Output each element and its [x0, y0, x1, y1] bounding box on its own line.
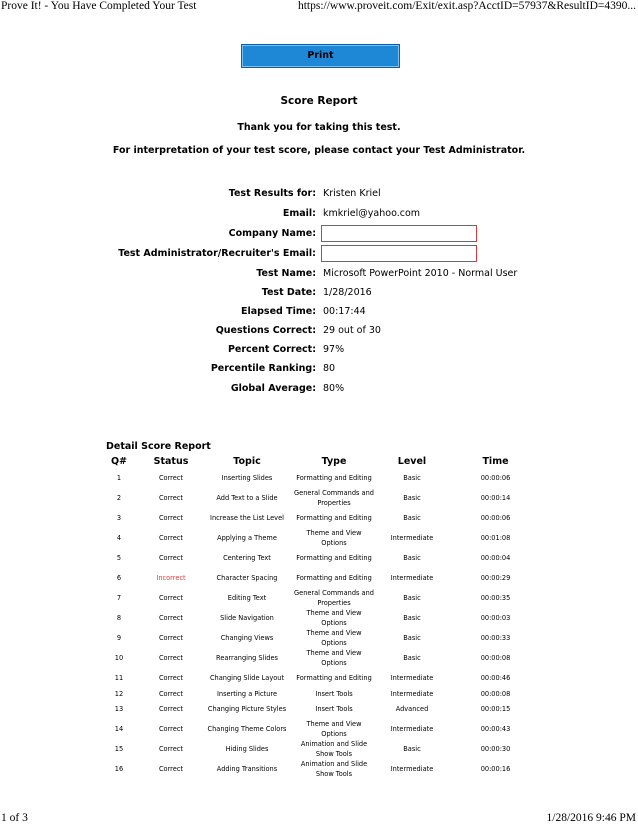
cell-level: Basic	[403, 654, 421, 662]
cell-question-number: 12	[114, 689, 124, 698]
test-name-value: Microsoft PowerPoint 2010 - Normal User	[323, 268, 518, 279]
cell-topic: Add Text to a Slide	[216, 494, 278, 502]
cell-status: Correct	[158, 674, 184, 682]
cell-level: Basic	[403, 745, 421, 753]
table-row	[96, 488, 541, 508]
administrator-email-label: Test Administrator/Recruiter's Email:	[118, 248, 316, 259]
cell-topic: Changing Views	[220, 634, 274, 642]
table-row	[96, 548, 541, 568]
cell-time: 00:00:06	[480, 474, 511, 482]
cell-time: 00:00:08	[480, 654, 511, 662]
percentile-ranking-value: 80	[323, 363, 336, 374]
cell-status: Incorrect	[156, 574, 186, 582]
cell-status: Correct	[158, 514, 184, 522]
cell-type: Formatting and Editing	[296, 514, 372, 522]
elapsed-time-value: 00:17:44	[323, 306, 366, 317]
cell-type: General Commands and Properties	[294, 489, 374, 507]
cell-topic: Slide Navigation	[220, 614, 274, 622]
column-header-time: Time	[482, 455, 509, 467]
result-row-administrator-email	[0, 248, 638, 266]
cell-status: Correct	[158, 689, 184, 698]
cell-question-number: 7	[116, 594, 122, 602]
cell-time: 00:00:33	[480, 634, 511, 642]
administrator-email-field	[321, 245, 477, 262]
cell-time: 00:00:06	[480, 514, 511, 522]
cell-topic: Changing Slide Layout	[209, 674, 285, 682]
result-row-percent-correct	[0, 344, 638, 362]
cell-topic: Editing Text	[227, 594, 267, 602]
cell-status: Correct	[158, 634, 184, 642]
cell-question-number: 6	[116, 574, 122, 582]
cell-question-number: 2	[116, 494, 122, 502]
table-row	[96, 739, 541, 759]
elapsed-time-label: Elapsed Time:	[240, 306, 316, 317]
cell-question-number: 3	[116, 514, 122, 522]
percentile-ranking-label: Percentile Ranking:	[210, 363, 316, 374]
page-number: 1 of 3	[1, 812, 28, 824]
cell-level: Intermediate	[390, 725, 434, 733]
test-results-for-label: Test Results for:	[228, 188, 316, 199]
cell-status: Correct	[158, 765, 184, 773]
percent-correct-value: 97%	[323, 344, 345, 355]
print-datetime: 1/28/2016 9:46 PM	[546, 812, 636, 824]
result-row-elapsed-time	[0, 306, 638, 324]
cell-type: Formatting and Editing	[296, 554, 372, 562]
cell-topic: Inserting Slides	[221, 474, 273, 482]
cell-question-number: 5	[116, 554, 122, 562]
result-row-test-results-for	[0, 188, 638, 206]
table-row	[96, 468, 541, 488]
cell-question-number: 13	[114, 705, 124, 713]
cell-type: Insert Tools	[315, 705, 353, 713]
table-row	[96, 719, 541, 739]
cell-type: Theme and View Options	[306, 629, 362, 647]
cell-type: Theme and View Options	[306, 529, 362, 547]
cell-level: Intermediate	[390, 765, 434, 773]
cell-level: Basic	[403, 634, 421, 642]
test-date-label: Test Date:	[261, 287, 316, 298]
cell-status: Correct	[158, 474, 184, 482]
cell-level: Basic	[403, 594, 421, 602]
table-row	[96, 648, 541, 668]
table-row	[96, 759, 541, 779]
cell-question-number: 11	[114, 674, 124, 682]
print-button[interactable]: Print	[241, 44, 400, 68]
cell-question-number: 8	[116, 614, 122, 622]
result-row-test-name	[0, 268, 638, 286]
cell-status: Correct	[158, 494, 184, 502]
cell-status: Correct	[158, 705, 184, 713]
cell-topic: Rearranging Slides	[216, 654, 278, 662]
result-row-email	[0, 208, 638, 226]
cell-time: 00:00:15	[480, 705, 511, 713]
interpretation-note: For interpretation of your test score, please contact your Test Administrator.	[112, 145, 526, 156]
table-row	[96, 588, 541, 608]
cell-level: Basic	[403, 554, 421, 562]
questions-correct-label: Questions Correct:	[215, 325, 316, 336]
cell-status: Correct	[158, 614, 184, 622]
result-row-percentile-ranking	[0, 363, 638, 381]
cell-time: 00:00:16	[480, 765, 511, 773]
percent-correct-label: Percent Correct:	[227, 344, 316, 355]
cell-time: 00:00:03	[480, 614, 511, 622]
cell-type: Formatting and Editing	[296, 574, 372, 582]
cell-level: Intermediate	[390, 574, 434, 582]
table-row	[96, 608, 541, 628]
result-row-global-average	[0, 383, 638, 401]
cell-level: Basic	[403, 494, 421, 502]
cell-topic: Changing Theme Colors	[207, 725, 287, 733]
cell-status: Correct	[158, 534, 184, 542]
report-title: Score Report	[280, 95, 358, 107]
page-url: https://www.proveit.com/Exit/exit.asp?AcctID=57937&ResultID=4390...	[297, 0, 636, 12]
test-name-label: Test Name:	[256, 268, 316, 279]
cell-type: Theme and View Options	[306, 649, 362, 667]
cell-type: Theme and View Options	[306, 609, 362, 627]
cell-type: Insert Tools	[315, 689, 353, 698]
column-header-status: Status	[153, 455, 189, 467]
table-row	[96, 668, 541, 688]
cell-type: Animation and Slide Show Tools	[300, 740, 368, 758]
table-row	[96, 699, 541, 719]
column-header-topic: Topic	[233, 455, 261, 467]
cell-type: General Commands and Properties	[294, 589, 374, 607]
cell-question-number: 1	[116, 474, 122, 482]
cell-time: 00:00:08	[480, 689, 511, 698]
thank-you-message: Thank you for taking this test.	[237, 122, 401, 133]
cell-status: Correct	[158, 594, 184, 602]
table-header-row	[96, 454, 541, 468]
cell-time: 00:00:46	[480, 674, 511, 682]
cell-topic: Applying a Theme	[217, 534, 277, 542]
cell-status: Correct	[158, 554, 184, 562]
cell-time: 00:01:08	[480, 534, 511, 542]
table-row	[96, 628, 541, 648]
cell-level: Advanced	[395, 705, 429, 713]
company-name-field	[321, 225, 477, 242]
column-header-level: Level	[397, 455, 427, 467]
table-row	[96, 528, 541, 548]
table-row	[96, 688, 541, 699]
cell-level: Intermediate	[390, 534, 434, 542]
cell-question-number: 16	[114, 765, 124, 773]
cell-type: Formatting and Editing	[296, 474, 372, 482]
cell-time: 00:00:14	[480, 494, 511, 502]
global-average-label: Global Average:	[230, 383, 316, 394]
cell-status: Correct	[158, 745, 184, 753]
cell-type: Theme and View Options	[306, 720, 362, 738]
cell-question-number: 9	[116, 634, 122, 642]
document-title: Prove It! - You Have Completed Your Test	[1, 0, 197, 12]
global-average-value: 80%	[323, 383, 345, 394]
cell-time: 00:00:29	[480, 574, 511, 582]
result-row-questions-correct	[0, 325, 638, 343]
cell-level: Basic	[403, 474, 421, 482]
cell-type: Formatting and Editing	[296, 674, 372, 682]
cell-question-number: 14	[114, 725, 124, 733]
table-row	[96, 508, 541, 528]
detail-score-report-title: Detail Score Report	[106, 441, 211, 452]
table-row	[96, 568, 541, 588]
cell-topic: Adding Transitions	[216, 765, 278, 773]
cell-level: Basic	[403, 514, 421, 522]
cell-question-number: 10	[114, 654, 124, 662]
result-row-company-name	[0, 228, 638, 246]
cell-level: Intermediate	[390, 674, 434, 682]
cell-topic: Increase the List Level	[210, 514, 284, 522]
cell-topic: Character Spacing	[216, 574, 278, 582]
cell-topic: Inserting a Picture	[216, 689, 278, 698]
result-row-test-date	[0, 287, 638, 305]
company-name-label: Company Name:	[228, 228, 316, 239]
cell-question-number: 15	[114, 745, 124, 753]
cell-status: Correct	[158, 654, 184, 662]
cell-level: Intermediate	[390, 689, 434, 698]
cell-topic: Changing Picture Styles	[207, 705, 287, 713]
column-header-question-number: Q#	[110, 455, 128, 467]
cell-time: 00:00:04	[480, 554, 511, 562]
cell-question-number: 4	[116, 534, 122, 542]
cell-type: Animation and Slide Show Tools	[300, 760, 368, 778]
cell-status: Correct	[158, 725, 184, 733]
email-label: Email:	[282, 208, 316, 219]
cell-topic: Hiding Slides	[225, 745, 269, 753]
questions-correct-value: 29 out of 30	[323, 325, 381, 336]
test-results-for-value: Kristen Kriel	[323, 188, 381, 199]
cell-level: Basic	[403, 614, 421, 622]
cell-time: 00:00:30	[480, 745, 511, 753]
test-date-value: 1/28/2016	[323, 287, 372, 298]
cell-time: 00:00:43	[480, 725, 511, 733]
cell-time: 00:00:35	[480, 594, 511, 602]
cell-topic: Centering Text	[223, 554, 271, 562]
email-value: kmkriel@yahoo.com	[323, 208, 421, 219]
detail-score-table	[96, 454, 541, 779]
column-header-type: Type	[321, 455, 347, 467]
